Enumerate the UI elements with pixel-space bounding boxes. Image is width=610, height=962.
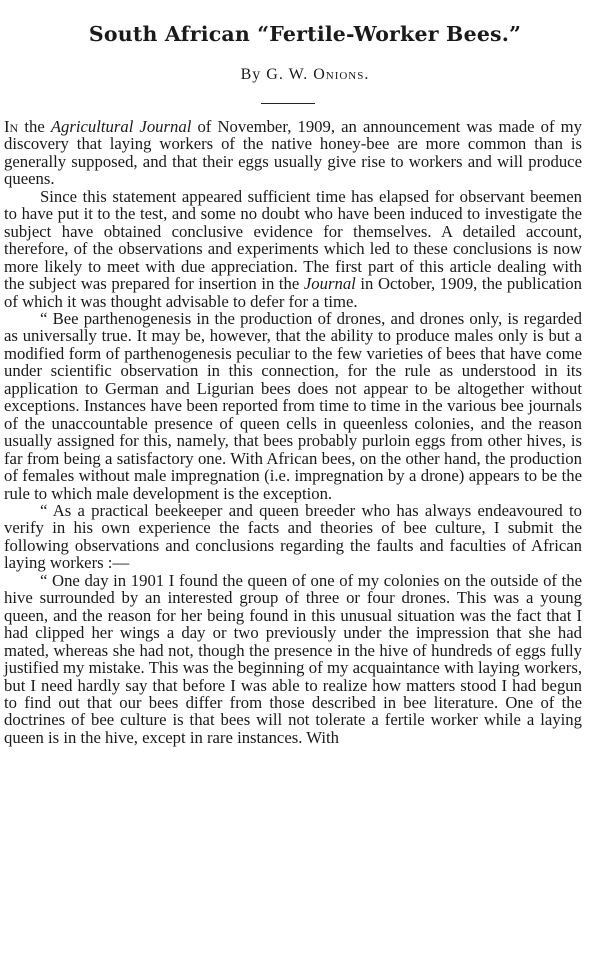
- byline-prefix: By: [240, 66, 262, 83]
- paragraph-3: “ Bee parthenogenesis in the production of drones, and drones only, is regarded as universally true. It may be, however, that the ability to produce males only is but a modified form of parthenogenesis peculiar to the few varieties of bees that have come under scientific observation in this connection, for the rule as understood in its application to German and Ligurian bees does not appear to be altogether without exceptions. Instances have been reported from time to time in the various bee journals of the unaccountable presence of queen cells in queenless colonies, and the reason usually assigned for this, namely, that bees probably purloin eggs from other hives, is far from being a satisfactory one. With African bees, on the other hand, the production of females without male impregnation (i.e. impregnation by a drone) appears to be the rule to which male development is the exception.: [4, 308, 582, 503]
- lead-word: In: [4, 117, 19, 136]
- journal-name: Journal: [303, 274, 356, 294]
- author-initials: G. W.: [266, 66, 309, 83]
- article-body: [4, 118, 582, 746]
- paragraph-text: in October, 1909, the publication of which it was thought advisable to defer for a time.: [4, 274, 582, 311]
- paragraph-text: Since this statement appeared sufficient time has elapsed for observant beemen to have put it to the test, and some no doubt who have been induced to investigate the subject have obtained conclusive evidence for themselves. A detailed account, therefore, of the observations and experiments which led to these conclusions is now more likely to meet with due appreciation. The first part of this article dealing with the subject was prepared for insertion in the: [4, 186, 582, 294]
- paragraph-1: [4, 118, 582, 188]
- author-surname: Onions.: [313, 66, 370, 83]
- article-title: South African “Fertile-Worker Bees.”: [88, 22, 522, 46]
- title-divider: [261, 103, 315, 104]
- paragraph-4: “ As a practical beekeeper and queen breeder who has always endeavoured to verify in his own experience the facts and theories of bee culture, I submit the following observations and conclusions regarding the faults and faculties of African laying workers :—: [4, 500, 582, 573]
- article-byline: [0, 66, 610, 84]
- paragraph-text: of November, 1909, an announcement was made of my discovery that laying workers of the native honey-bee are more common than is generally supposed, and that their eggs usually give rise to workers and will produce queens.: [4, 117, 583, 189]
- paragraph-5: “ One day in 1901 I found the queen of one of my colonies on the outside of the hive surrounded by an interested group of three or four drones. This was a young queen, and the reason for her being found in this unusual situation was the fact that I had clipped her wings a day or two previously under the impression that she had mated, whereas she had not, though the presence in the hive of hundreds of eggs fully justified my mistake. This was the beginning of my acquaintance with laying workers, but I need hardly say that before I was able to realize how matters stood I had begun to find out that our bees differ from those described in bee literature. One of the doctrines of bee culture is that bees will not tolerate a fertile worker while a laying queen is in the hive, except in rare instances. With: [4, 570, 582, 747]
- journal-name: Agricultural Journal: [50, 117, 192, 136]
- paragraph-text: the: [18, 117, 51, 136]
- paragraph-2: [4, 188, 582, 310]
